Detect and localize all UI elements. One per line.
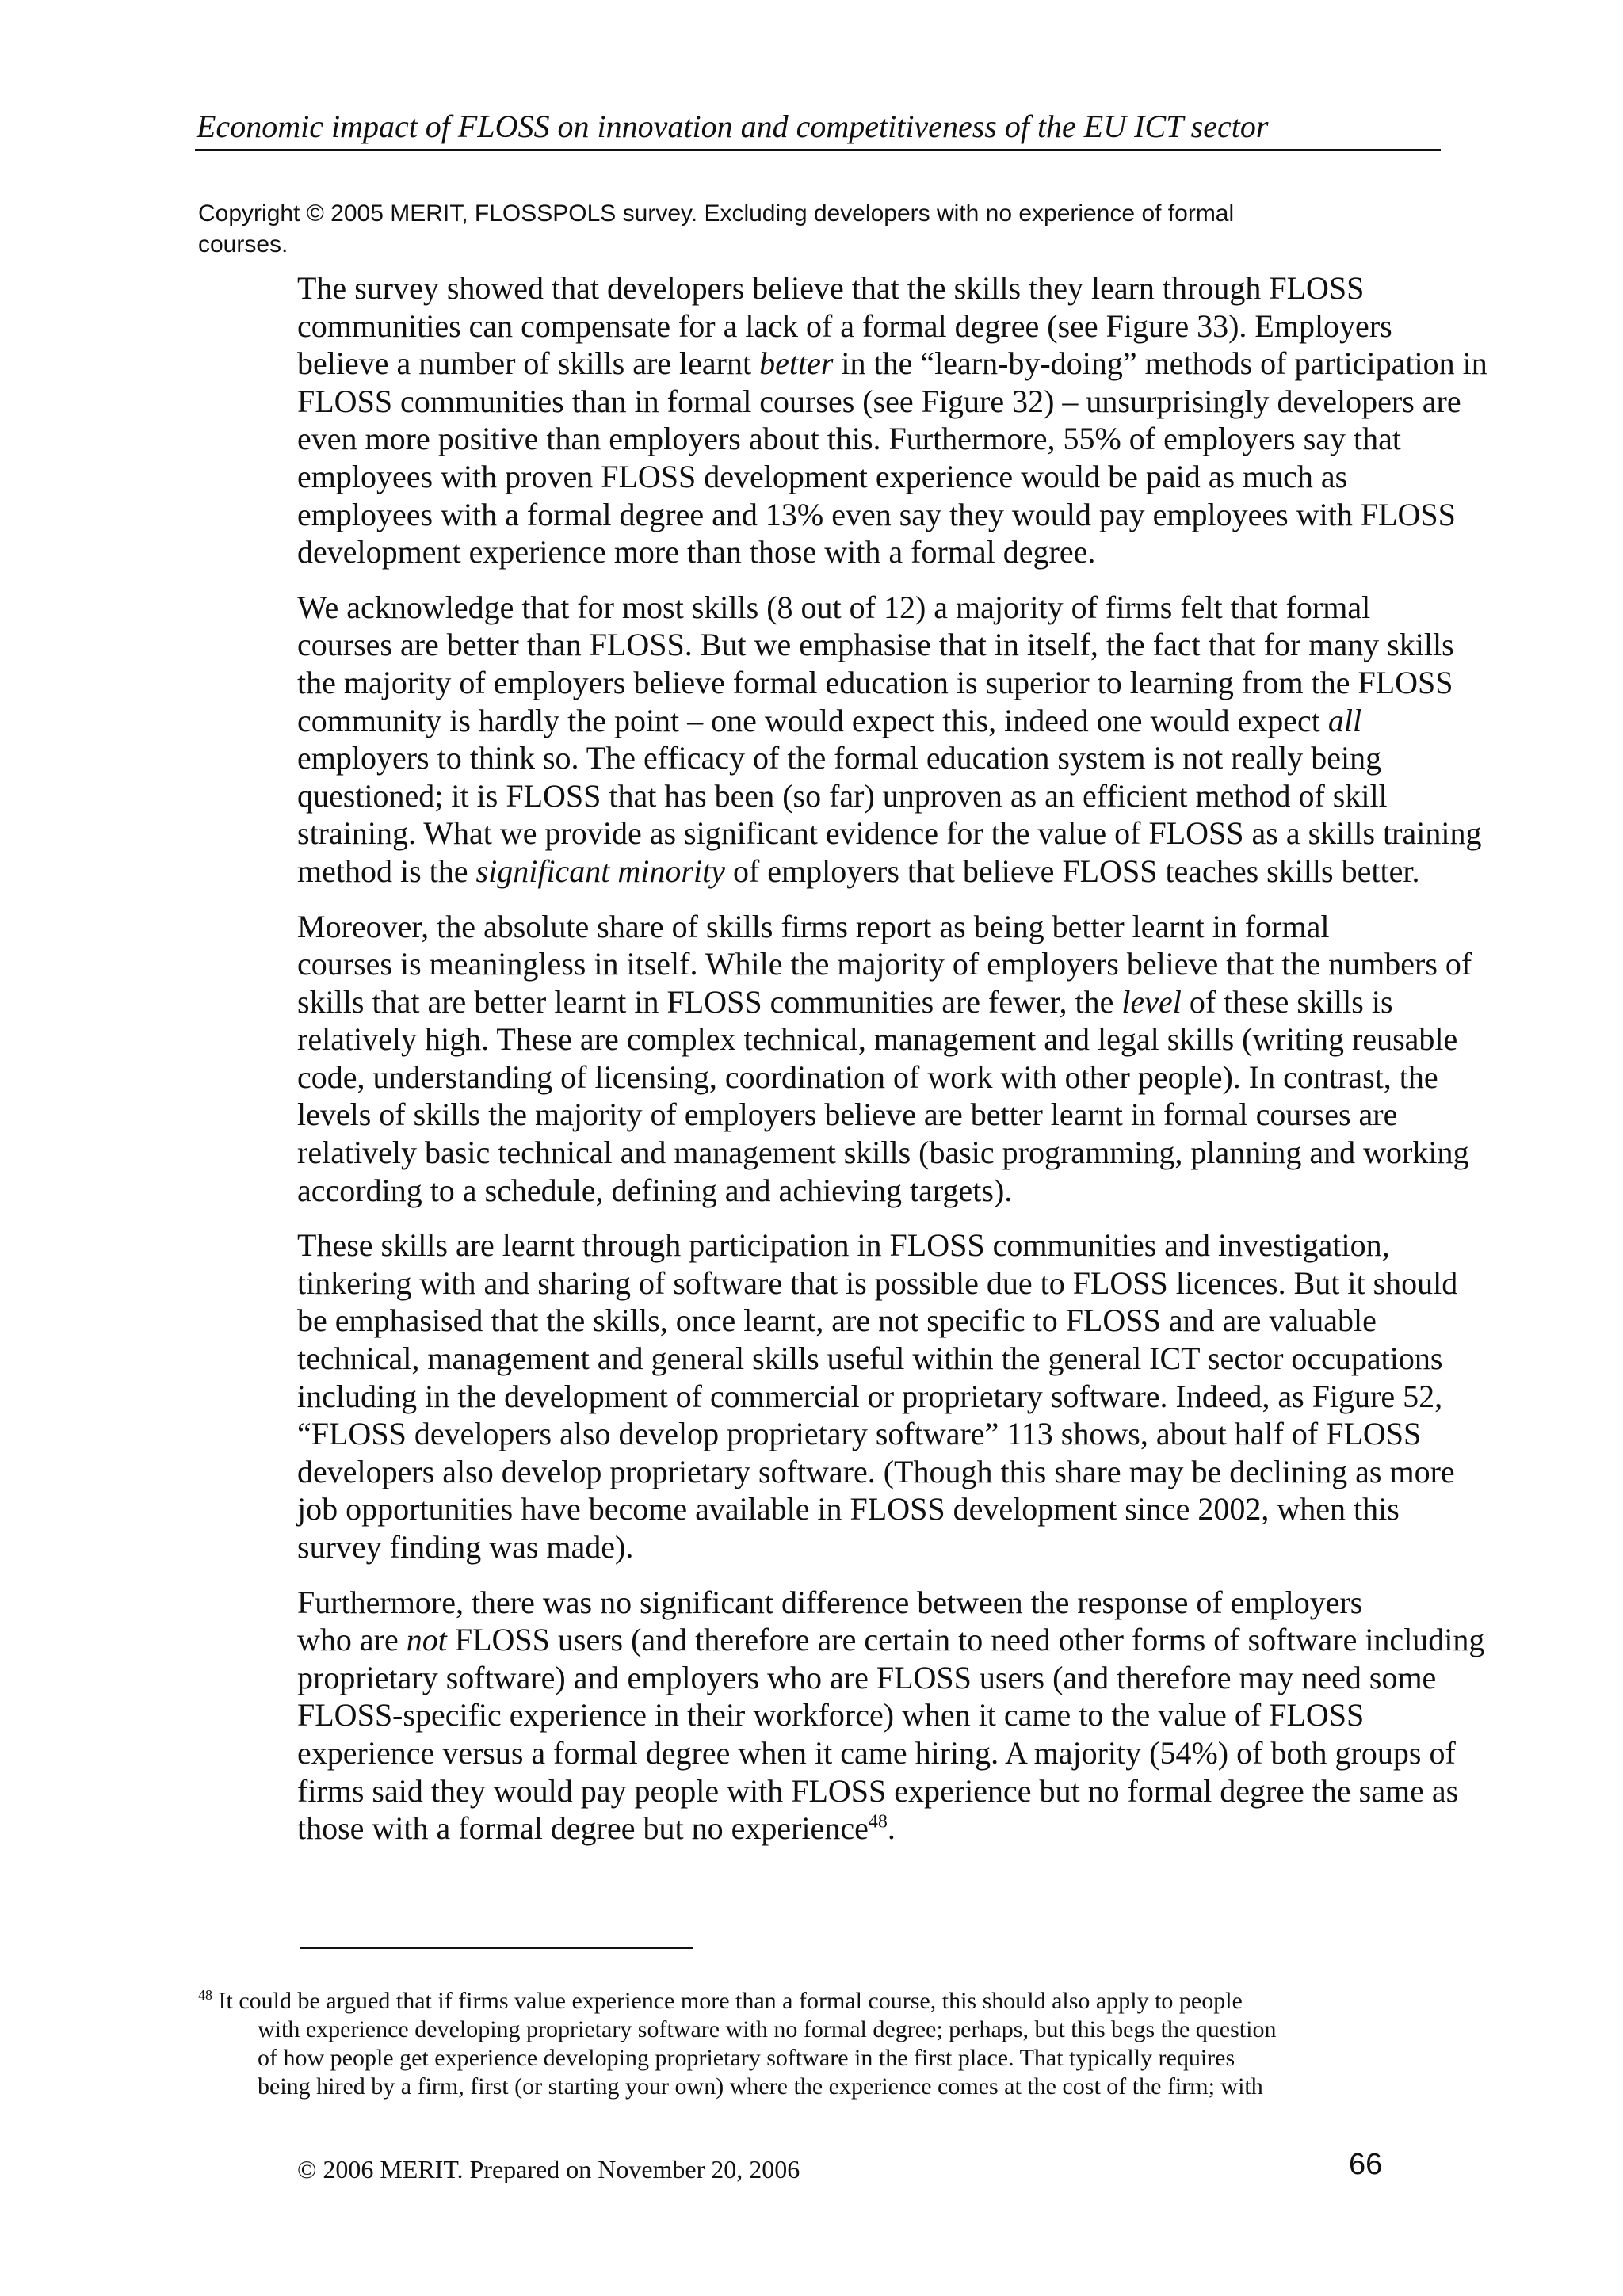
caption-line: courses. — [198, 231, 288, 257]
emphasis-text: better — [759, 345, 834, 382]
text-line: the majority of employers believe formal education is superior to learning from the FLOSS — [297, 664, 1453, 700]
text-line: community is hardly the point – one would expect this, indeed one would expect all — [297, 702, 1362, 738]
page-number: 66 — [1349, 2148, 1383, 2181]
text-line: Furthermore, there was no significant difference between the response of employers — [297, 1584, 1363, 1620]
text-line: questioned; it is FLOSS that has been (so far) unproven as an efficient method of skill — [297, 777, 1388, 814]
paragraph-3 — [198, 908, 1472, 1210]
text-line: FLOSS-specific experience in their workforce) when it came to the value of FLOSS — [297, 1697, 1365, 1733]
footnote-48 — [198, 1987, 1445, 2101]
text-line: with experience developing proprietary software with no formal degree; perhaps, but this begs the question — [258, 2016, 1277, 2042]
text-line: technical, management and general skills useful within the general ICT sector occupations — [297, 1341, 1443, 1377]
text-line: “FLOSS developers also develop proprietary software” 113 shows, about half of FLOSS — [297, 1416, 1422, 1452]
text-line: skills that are better learnt in FLOSS communities are fewer, the level of these skills is — [297, 983, 1393, 1020]
emphasis-text: significant minority — [475, 852, 725, 889]
text-line: levels of skills the majority of employers believe are better learnt in formal courses are — [297, 1097, 1398, 1133]
text-line: The survey showed that developers believe that the skills they learn through FLOSS — [297, 270, 1365, 306]
paragraph-2 — [198, 589, 1482, 891]
text-line: according to a schedule, defining and achieving targets). — [297, 1172, 1013, 1208]
paragraph-1 — [198, 269, 1487, 571]
emphasis-text: not — [406, 1622, 447, 1658]
text-line: development experience more than those with a formal degree. — [297, 534, 1096, 570]
text-line: experience versus a formal degree when it came hiring. A majority (54%) of both groups of — [297, 1734, 1456, 1771]
footnote-separator — [300, 1947, 693, 1949]
text-line: developers also develop proprietary software. (Though this share may be declining as more — [297, 1453, 1455, 1489]
footer-copyright: © 2006 MERIT. Prepared on November 20, 2006 — [297, 2155, 800, 2183]
caption-line: Copyright © 2005 MERIT, FLOSSPOLS survey. Excluding developers with no experience of formal — [198, 200, 1235, 227]
text-line: $^{48}$ It could be argued that if firms value experience more than a formal course, this should also apply to people — [198, 1987, 1243, 2014]
text-line: tinkering with and sharing of software that is possible due to FLOSS licences. But it should — [297, 1264, 1458, 1301]
text-line: We acknowledge that for most skills (8 out of 12) a majority of firms felt that formal — [297, 589, 1371, 625]
text-line: courses are better than FLOSS. But we emphasise that in itself, the fact that for many skills — [297, 627, 1454, 663]
text-line: communities can compensate for a lack of a formal degree (see Figure 33). Employers — [297, 307, 1392, 344]
text-line: straining. What we provide as significant evidence for the value of FLOSS as a skills training — [297, 815, 1482, 852]
text-line: Moreover, the absolute share of skills firms report as being better learnt in formal — [297, 908, 1330, 944]
text-line: who are not FLOSS users (and therefore are certain to need other forms of software including — [297, 1622, 1485, 1658]
text-line: FLOSS communities than in formal courses (see Figure 32) – unsurprisingly developers are — [297, 383, 1461, 419]
running-header: Economic impact of FLOSS on innovation and competitiveness of the EU ICT sector — [197, 109, 1269, 144]
text-line: relatively high. These are complex technical, management and legal skills (writing reusable — [297, 1021, 1458, 1058]
text-line: relatively basic technical and management skills (basic programming, planning and working — [297, 1135, 1469, 1171]
text-line: believe a number of skills are learnt better in the “learn-by-doing” methods of participation in — [297, 345, 1487, 382]
text-line: proprietary software) and employers who are FLOSS users (and therefore may need some — [297, 1659, 1437, 1695]
body-text — [198, 269, 1487, 1865]
text-line: courses is meaningless in itself. While the majority of employers believe that the numbers of — [297, 946, 1472, 982]
text-line: employers to think so. The efficacy of the formal education system is not really being — [297, 740, 1382, 776]
text-line: be emphasised that the skills, once learnt, are not specific to FLOSS and are valuable — [297, 1302, 1377, 1339]
text-line: firms said they would pay people with FLOSS experience but no formal degree the same as — [297, 1772, 1459, 1809]
text-line: employees with proven FLOSS development experience would be paid as much as — [297, 458, 1348, 494]
text-line: method is the significant minority of employers that believe FLOSS teaches skills better. — [297, 852, 1420, 889]
text-line: These skills are learnt through participation in FLOSS communities and investigation, — [297, 1227, 1390, 1264]
header-rule — [195, 149, 1441, 151]
text-line: employees with a formal degree and 13% even say they would pay employees with FLOSS — [297, 496, 1456, 532]
text-line: even more positive than employers about this. Furthermore, 55% of employers say that — [297, 421, 1402, 457]
paragraph-4 — [198, 1226, 1458, 1566]
footnote-number: 48 — [198, 1987, 212, 2003]
text-line: job opportunities have become available in FLOSS development since 2002, when this — [297, 1491, 1400, 1527]
emphasis-text: all — [1327, 702, 1362, 738]
footnote-reference[interactable]: 48 — [868, 1811, 888, 1833]
paragraph-5 — [198, 1584, 1485, 1848]
text-line: code, understanding of licensing, coordination of work with other people). In contrast, the — [297, 1058, 1438, 1095]
figure-source-caption — [198, 198, 1442, 260]
text-line: survey finding was made). — [297, 1529, 634, 1565]
text-line: being hired by a firm, first (or starting your own) where the experience comes at the cost of the firm; with — [258, 2073, 1263, 2100]
text-line: including in the development of commercial or proprietary software. Indeed, as Figure 52, — [297, 1378, 1443, 1414]
text-line: those with a formal degree but no experience$^{48}$. — [297, 1810, 896, 1847]
emphasis-text: level — [1121, 983, 1182, 1020]
text-line: of how people get experience developing proprietary software in the first place. That typically requires — [258, 2045, 1235, 2071]
